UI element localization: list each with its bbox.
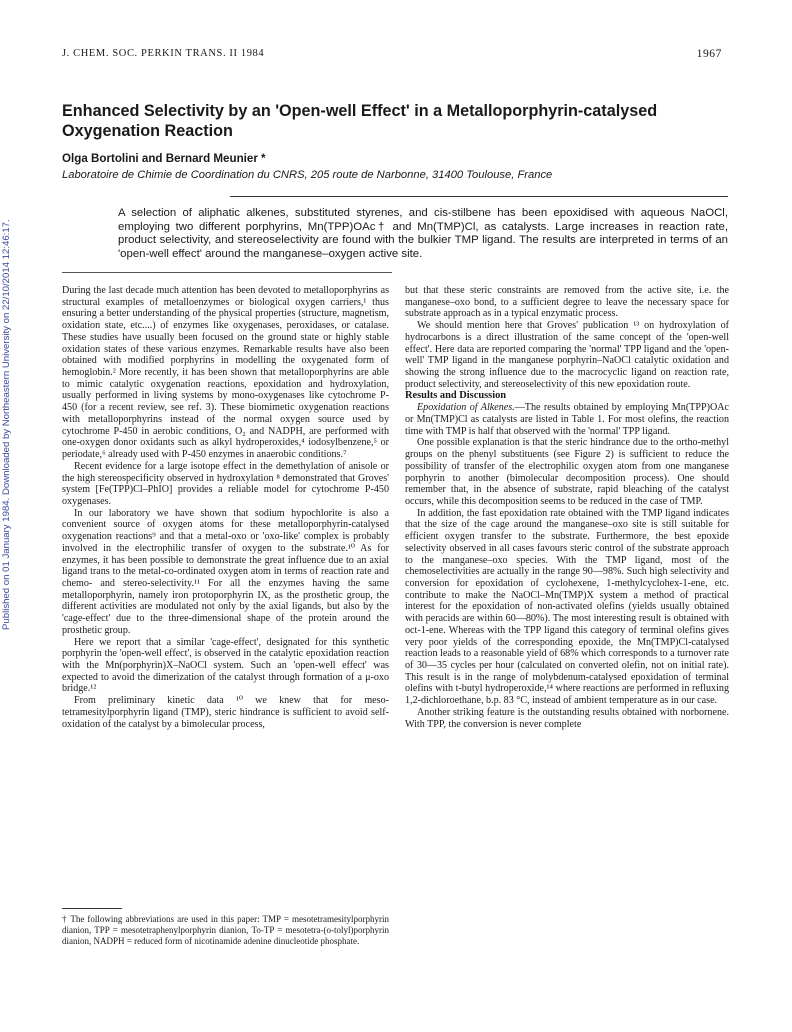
affiliation: Laboratoire de Chimie de Coordination du CNRS, 205 route de Narbonne, 31400 Toulouse, France <box>62 169 553 181</box>
publication-sidebar-note: Published on 01 January 1984. Downloaded by Northeastern University on 22/10/2014 12:46:17. <box>1 219 12 630</box>
subsection-title: Epoxidation of Alkenes. <box>417 402 515 414</box>
body-paragraph: We should mention here that Groves' publication ¹³ on hydroxylation of hydrocarbons is a direct illustration of the same concept of the 'open-well effect'. Here data are reported comparing the 'normal' TPP ligand and the 'open-well' TMP ligand in the manganese porphyrin–NaOCl catalytic oxidation and showing the strong influence due to the macrocyclic ligand on reaction rate, product selectivity, and stereoselectivity of this new epoxidation route. <box>405 320 729 390</box>
body-paragraph: Another striking feature is the outstanding results obtained with norbornene. With TPP, the conversion is never complete <box>405 706 729 730</box>
right-column <box>405 285 729 730</box>
footnote-divider <box>62 908 122 909</box>
abstract: A selection of aliphatic alkenes, substituted styrenes, and cis-stilbene has been epoxidised with aqueous NaOCl, employing two different porphyrins, Mn(TPP)OAc† and Mn(TMP)Cl, as catalysts. Large increases in reaction rate, product selectivity, and stereoselectivity are found with the bulkier TMP ligand. The results are interpreted in terms of an 'open-well effect' around the manganese–oxygen active site. <box>118 207 728 260</box>
running-header <box>62 48 722 64</box>
body-paragraph: Here we report that a similar 'cage-effect', designated for this synthetic porphyrin the 'open-well effect', is observed in the catalytic epoxidation reaction with the Mn(porphyrin)X–NaOCl system. Such an 'open-well effect' was expected to avoid the dimerization of the catalyst through formation of a μ-oxo bridge.¹² <box>62 636 389 695</box>
footnote: † The following abbreviations are used in this paper: TMP = mesotetramesitylporphyrin dianion, TPP = mesotetraphenylporphyrin dianion, To-TP = mesotetra-(o-tolyl)porphyrin dianion, NADPH = reduced form of nicotinamide adenine dinucleotide phosphate. <box>62 914 389 946</box>
paper-title: Enhanced Selectivity by an 'Open-well Effect' in a Metalloporphyrin-catalysed Oxygenation Reaction <box>62 102 658 140</box>
body-paragraph: One possible explanation is that the steric hindrance due to the ortho-methyl groups on the phenyl substituents (see Figure 2) is sufficient to reduce the possibility of transfer of the electrophilic oxygen atom from one manganese porphyrin to another (bimolecular decomposition process). One should remember that, in the absence of substrate, rapid bleaching of the catalyst occurs, while this decomposition seems to be reduced in the case of TMP. <box>405 437 729 507</box>
body-paragraph <box>405 402 729 437</box>
left-column <box>62 285 389 730</box>
abstract-divider <box>62 272 392 273</box>
body-paragraph: but that these steric constraints are removed from the active site, i.e. the manganese–oxo bond, to a sufficient degree to leave the necessary space for substrate approach as in a typical enzymatic process. <box>405 285 729 320</box>
body-paragraph: In our laboratory we have shown that sodium hypochlorite is also a convenient source of oxygen atoms for these metalloporphyrin-catalysed oxygenation reactions⁹ and that a metal-oxo or 'oxo-like' complex is probably involved in the electrophilic transfer of oxygen to the substrate.¹⁰ As for enzymes, it has been possible to demonstrate the great influence due to an axial ligand trans to the metal-co-ordinated oxygen atom in terms of reaction rate and chemo- and stereo-selectivity.¹¹ For all the enzymes having the same metalloporphyrin, namely iron protoporphyrin IX, as the prosthetic group, the different activities are modulated not only by the axial ligands, but also by the 'cage-effect' due to the three-dimensional shape of the protein around the prosthetic group. <box>62 507 389 636</box>
header-divider <box>230 196 728 197</box>
section-heading: Results and Discussion <box>405 390 507 402</box>
body-paragraph: From preliminary kinetic data ¹⁰ we knew that for meso-tetramesitylporphyrin ligand (TMP), steric hindrance is sufficient to avoid self-oxidation of the catalyst by a bimolecular process, <box>62 695 389 730</box>
body-paragraph: Recent evidence for a large isotope effect in the demethylation of anisole or the high stereospecificity observed in hydroxylation ⁸ demonstrated that Groves' system [Fe(TPP)Cl–PhIO] provides a reliable model for cytochrome P-450 oxygenases. <box>62 460 389 507</box>
journal-header: J. CHEM. SOC. PERKIN TRANS. II 1984 <box>62 48 265 59</box>
body-text: —The results obtained by employing Mn(TPP)OAc or Mn(TMP)Cl as catalysts are listed in Table 1. For most olefins, the reaction time with TMP is half that observed with the 'normal' TPP ligand. <box>405 402 729 437</box>
page-number: 1967 <box>696 48 722 60</box>
body-paragraph: During the last decade much attention has been devoted to metalloporphyrins as structural examples of metalloenzymes or biological oxygen carriers,¹ thus ensuring a better understanding of the physical properties (structure, magnetism, oxidation state, etc....) of enzymes like oxygenases, peroxidases, or catalase. These studies have usually been focused on the ground state or highly stable oxidation states of these various enzymes. Remarkable results have also been obtained with modified porphyrins in modelling the oxygenated form of hemoglobin.² More recently, it has been shown that metalloporphyrins are able to mimic catalytic oxygenation reactions, epoxidation and hydroxylation, usually performed in living systems by mono-oxygenases like cytochrome P-450 (for a recent review, see ref. 3). These biomimetic oxygenation reactions with metalloporphyrins instead of the normal oxygen source used by cytochrome P-450 in aerobic conditions, O₂ and NADPH, are performed with one-oxygen donor oxidants such as alkyl hydroperoxides,⁴ iodosylbenzene,⁵ or periodate,⁶ already used with P-450 enzymes in anaerobic conditions.⁷ <box>62 285 389 461</box>
body-paragraph: In addition, the fast epoxidation rate obtained with the TMP ligand indicates that the size of the cage around the manganese–oxo site is still suitable for efficient oxygen transfer to the substrate. Furthermore, the best epoxide selectivity observed in all cases favours steric control of the substrate approach to the manganese–oxo species. With the TMP ligand, most of the chemoselectivities are actually in the range 90—98%. Such high selectivity and conversion for epoxidation of cyclohexene, 1-methylcyclohex-1-ene, etc. contribute to make the NaOCl–Mn(TMP)X system a method of practical interest for the epoxidation of non-activated olefins (yields usually obtained with peracids are within 60—80%). The most interesting result is obtained with oct-1-ene. Whereas with the TPP ligand this category of terminal olefins gives very poor yields of the corresponding epoxide, the Mn(TMP)Cl-catalysed reaction leads to a reasonable yield of 68% which corresponds to a turnover rate of 30—35 cycles per hour (calculated on converted olefin, not on initial rate). This result is in the range of molybdenum-catalysed epoxidation of terminal olefins with t-butyl hydroperoxide,¹⁴ where reactions are performed in refluxing 1,2-dichloroethane, b.p. 83 °C, instead of ambient temperature as in our case. <box>405 507 729 707</box>
authors: Olga Bortolini and Bernard Meunier * <box>62 152 266 165</box>
